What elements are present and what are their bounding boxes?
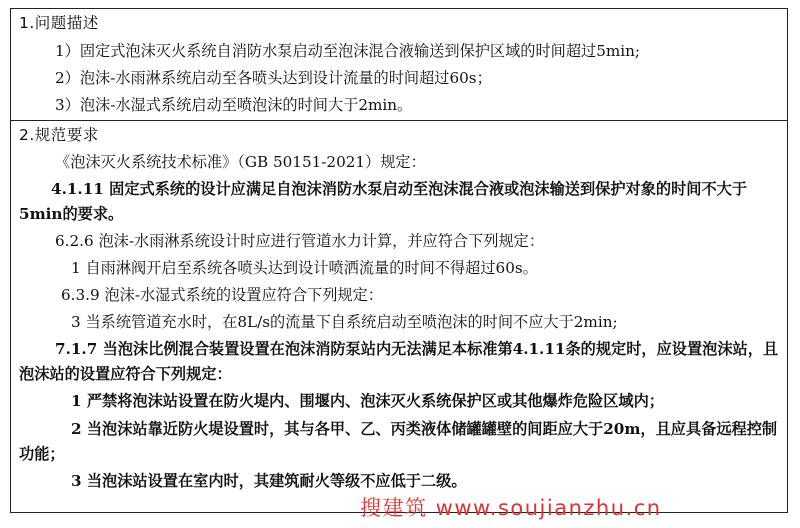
watermark: 搜建筑 www.soujianzhu.cn xyxy=(360,496,662,520)
problem-item: 3）泡沫-水湿式系统启动至喷泡沫的时间大于2min。 xyxy=(55,96,413,114)
problem-description-section xyxy=(11,9,787,121)
document-table xyxy=(10,8,788,513)
code-requirements-section xyxy=(11,121,787,514)
clause-6-2-6: 6.2.6 泡沫-水雨淋系统设计时应进行管道水力计算，并应符合下列规定： xyxy=(55,232,545,250)
problem-item: 2）泡沫-水雨淋系统启动至各喷头达到设计流量的时间超过60s； xyxy=(55,69,492,87)
clause-7-1-7-item: 1 严禁将泡沫站设置在防火堤内、围堰内、泡沫灭火系统保护区或其他爆炸危险区域内； xyxy=(71,392,664,410)
clause-7-1-7-item: 3 当泡沫站设置在室内时，其建筑耐火等级不应低于二级。 xyxy=(71,472,467,490)
problem-item: 1）固定式泡沫灭火系统自消防水泵启动至泡沫混合液输送到保护区域的时间超过5min; xyxy=(55,42,641,60)
clause-7-1-7: 7.1.7 当泡沫比例混合装置设置在泡沫消防泵站内无法满足本标准第4.1.11条的规定时，应设置泡沫站，且泡沫站的设置应符合下列规定： xyxy=(19,340,779,383)
clause-6-3-9-item: 3 当系统管道充水时，在8L/s的流量下自系统启动至喷泡沫的时间不应大于2min; xyxy=(71,313,618,331)
section-heading: 1.问题描述 xyxy=(19,14,99,32)
clause-6-2-6-item: 1 自雨淋阀开启至系统各喷头达到设计喷洒流量的时间不得超过60s。 xyxy=(71,259,538,277)
section-heading: 2.规范要求 xyxy=(19,126,99,144)
clause-4-1-11: 4.1.11 固定式系统的设计应满足自泡沫消防水泵启动至泡沫混合液或泡沫输送到保护对象的时间不大于 5min的要求。 xyxy=(19,180,748,223)
standard-intro: 《泡沫灭火系统技术标准》（GB 50151-2021）规定： xyxy=(55,153,426,171)
clause-6-3-9: 6.3.9 泡沫-水湿式系统的设置应符合下列规定： xyxy=(61,286,383,304)
clause-7-1-7-item: 2 当泡沫站靠近防火堤设置时，其与各甲、乙、丙类液体储罐罐壁的间距应大于20m，且应具备远程控制功能； xyxy=(19,420,778,463)
